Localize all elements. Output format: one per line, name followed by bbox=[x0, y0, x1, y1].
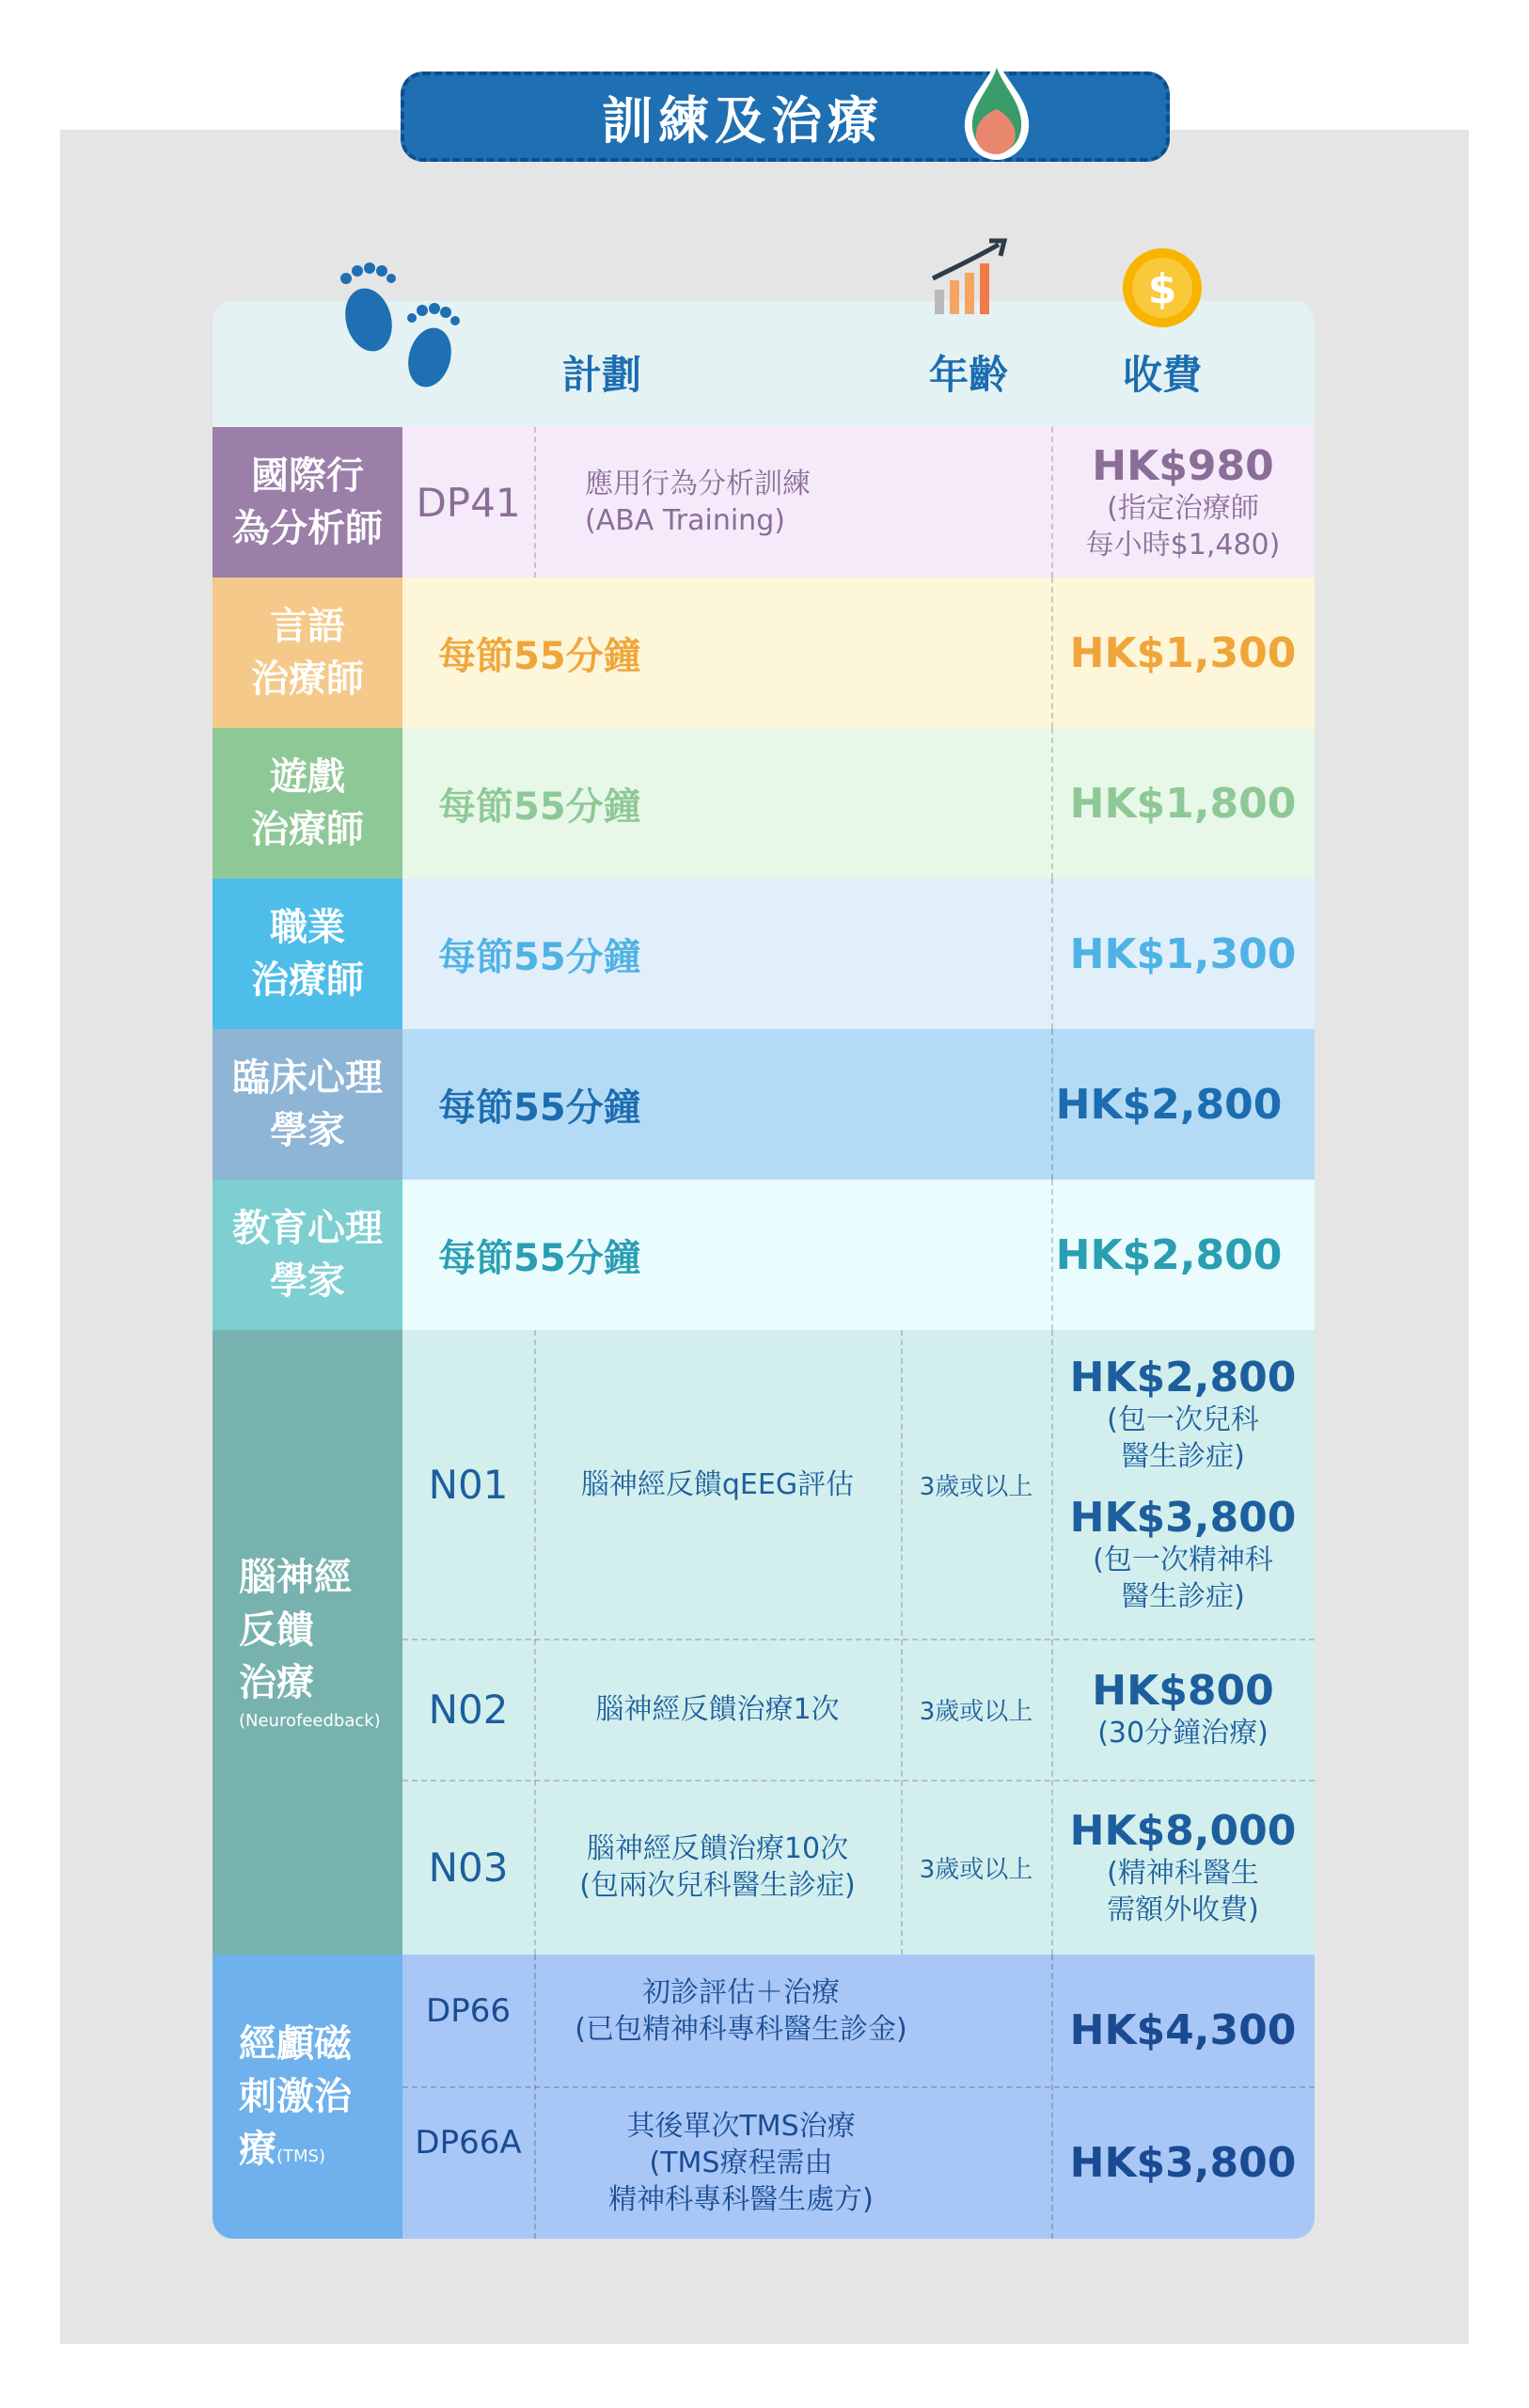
code-dp66: DP66 bbox=[426, 1992, 511, 2030]
row-speech bbox=[213, 578, 1315, 728]
label-neuro-line1: 腦神經 bbox=[239, 1556, 352, 1600]
desc-n03-line1: 腦神經反饋治療10次 bbox=[586, 1832, 849, 1865]
desc-dp66-line1: 初診評估＋治療 bbox=[642, 1976, 840, 2009]
price-n01-note1b: 醫生診症) bbox=[1121, 1440, 1245, 1473]
label-speech-line2: 治療師 bbox=[251, 657, 364, 701]
price-dp66a: HK$3,800 bbox=[1069, 2138, 1297, 2187]
label-tms-line2: 刺激治 bbox=[239, 2075, 352, 2118]
price-play: HK$1,800 bbox=[1069, 779, 1297, 828]
svg-text:$: $ bbox=[1147, 265, 1177, 313]
row-play bbox=[213, 728, 1315, 879]
label-aba bbox=[213, 427, 402, 578]
price-n03-note2: 需額外收費) bbox=[1107, 1893, 1259, 1926]
label-tms-en: (TMS) bbox=[276, 2147, 325, 2166]
price-aba bbox=[1051, 427, 1315, 578]
label-clinical-line1: 臨床心理 bbox=[232, 1056, 383, 1100]
label-tms-line3: 療 bbox=[239, 2128, 276, 2171]
desc-edu: 每節55分鐘 bbox=[438, 1236, 641, 1280]
price-aba-note2: 每小時$1,480) bbox=[1085, 528, 1281, 562]
price-n03-value: HK$8,000 bbox=[1069, 1806, 1297, 1855]
desc-dp66a-line3: 精神科專科醫生處方) bbox=[608, 2182, 874, 2216]
price-ot: HK$1,300 bbox=[1069, 929, 1297, 978]
row-neuro bbox=[213, 1330, 1315, 1955]
label-ot bbox=[213, 879, 402, 1029]
growth-chart-icon bbox=[927, 235, 1012, 320]
desc-clinical: 每節55分鐘 bbox=[438, 1085, 641, 1130]
header-age: 年齡 bbox=[929, 352, 1009, 398]
code-n03: N03 bbox=[428, 1844, 509, 1891]
price-n01-note1a: (包一次兒科 bbox=[1107, 1403, 1259, 1436]
label-play-line1: 遊戲 bbox=[270, 755, 345, 799]
row-clinical bbox=[213, 1029, 1315, 1180]
label-ot-line1: 職業 bbox=[270, 906, 345, 949]
fee-table bbox=[213, 265, 1315, 2239]
code-dp66a: DP66A bbox=[415, 2124, 522, 2162]
label-neuro-line3: 治療 bbox=[239, 1661, 314, 1705]
footprints-icon bbox=[331, 254, 472, 395]
label-aba-line1: 國際行 bbox=[251, 454, 364, 498]
desc-aba-line2: (ABA Training) bbox=[585, 504, 785, 537]
age-n01: 3歲或以上 bbox=[919, 1472, 1033, 1501]
page-title: 訓練及治療 bbox=[602, 90, 884, 150]
label-edu-line2: 學家 bbox=[270, 1259, 345, 1303]
label-aba-line2: 為分析師 bbox=[232, 507, 383, 550]
price-n03-note1: (精神科醫生 bbox=[1107, 1856, 1259, 1890]
label-clinical-line2: 學家 bbox=[270, 1109, 345, 1152]
price-speech: HK$1,300 bbox=[1069, 628, 1297, 677]
row-tms bbox=[213, 1955, 1315, 2239]
desc-n03 bbox=[534, 1780, 901, 1955]
label-edu bbox=[213, 1180, 402, 1330]
header-fee: 收費 bbox=[1123, 352, 1203, 398]
age-n03: 3歲或以上 bbox=[919, 1855, 1033, 1884]
price-n01-note2a: (包一次精神科 bbox=[1093, 1544, 1273, 1576]
price-n02 bbox=[1051, 1639, 1315, 1780]
desc-n03-line2: (包兩次兒科醫生診症) bbox=[579, 1869, 856, 1902]
desc-dp66a bbox=[534, 2086, 1051, 2239]
label-play-line2: 治療師 bbox=[251, 808, 364, 851]
label-ot-line2: 治療師 bbox=[251, 958, 364, 1002]
price-n01-note2b: 醫生診症) bbox=[1121, 1580, 1245, 1613]
price-dp66: HK$4,300 bbox=[1069, 2005, 1297, 2054]
price-n03 bbox=[1051, 1780, 1315, 1955]
price-n02-note: (30分鐘治療) bbox=[1097, 1717, 1269, 1750]
desc-n02: 腦神經反饋治療1次 bbox=[595, 1692, 840, 1726]
price-n01 bbox=[1051, 1330, 1315, 1639]
desc-aba-line1: 應用行為分析訓練 bbox=[585, 467, 811, 500]
price-n01-value2: HK$3,800 bbox=[1069, 1494, 1297, 1542]
label-neuro-line2: 反饋 bbox=[239, 1608, 314, 1653]
desc-aba bbox=[534, 427, 854, 578]
desc-ot: 每節55分鐘 bbox=[438, 935, 641, 979]
label-neuro-en: (Neurofeedback) bbox=[239, 1711, 381, 1732]
desc-n01: 腦神經反饋qEEG評估 bbox=[580, 1467, 855, 1501]
title-banner bbox=[401, 71, 1170, 162]
desc-dp66a-line1: 其後單次TMS治療 bbox=[626, 2109, 856, 2143]
age-n02: 3歲或以上 bbox=[919, 1697, 1033, 1726]
row-aba bbox=[213, 427, 1315, 578]
desc-play: 每節55分鐘 bbox=[438, 784, 641, 829]
desc-speech: 每節55分鐘 bbox=[438, 634, 641, 678]
flame-icon bbox=[957, 55, 1036, 164]
label-tms-line1: 經顱磁 bbox=[239, 2022, 352, 2066]
price-aba-value: HK$980 bbox=[1092, 441, 1274, 490]
desc-dp66a-line2: (TMS療程需由 bbox=[649, 2146, 833, 2179]
price-aba-note1: (指定治療師 bbox=[1107, 491, 1259, 525]
price-n02-value: HK$800 bbox=[1092, 1667, 1274, 1715]
label-neuro bbox=[213, 1330, 402, 1955]
row-edu bbox=[213, 1180, 1315, 1330]
code-n02: N02 bbox=[428, 1686, 509, 1733]
price-edu: HK$2,800 bbox=[1055, 1230, 1283, 1279]
label-play bbox=[213, 728, 402, 879]
label-clinical bbox=[213, 1029, 402, 1180]
desc-dp66 bbox=[534, 1955, 1051, 2067]
label-tms bbox=[213, 1955, 402, 2239]
price-n01-value1: HK$2,800 bbox=[1069, 1354, 1297, 1402]
price-clinical: HK$2,800 bbox=[1055, 1080, 1283, 1129]
desc-dp66-line2: (已包精神科專科醫生診金) bbox=[575, 2013, 907, 2046]
label-speech-line1: 言語 bbox=[270, 605, 345, 648]
row-ot bbox=[213, 879, 1315, 1029]
label-speech bbox=[213, 578, 402, 728]
code-aba: DP41 bbox=[416, 479, 521, 526]
header-plan: 計劃 bbox=[562, 352, 642, 398]
label-edu-line1: 教育心理 bbox=[232, 1207, 383, 1250]
dollar-coin-icon bbox=[1121, 246, 1204, 329]
code-n01: N01 bbox=[428, 1461, 509, 1508]
